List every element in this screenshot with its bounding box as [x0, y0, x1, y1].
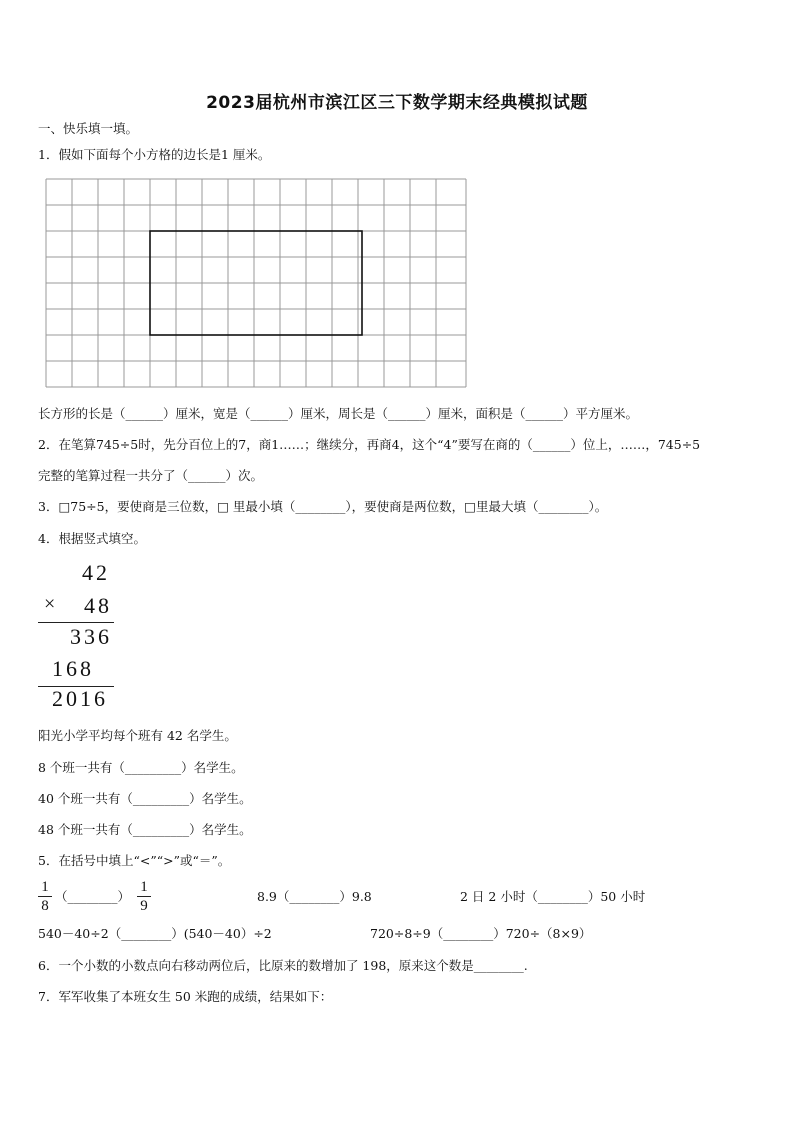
fraction-numerator: 1	[41, 879, 49, 895]
question-4-answer-1: 8 个班一共有（_________）名学生。	[38, 760, 244, 775]
calc-row-multiplicand: 42	[82, 560, 110, 585]
question-5-item-3: 2 日 2 小时（________）50 小时	[460, 889, 646, 904]
question-1-answer: 长方形的长是（______）厘米，宽是（______）厘米，周长是（______）厘米，面积是（______）平方厘米。	[38, 406, 639, 421]
question-5-item-5: 720÷8÷9（________）720÷（8×9）	[370, 926, 592, 941]
fraction-one-ninth	[137, 879, 151, 914]
page-title: 2023届杭州市滨江区三下数学期末经典模拟试题	[206, 93, 588, 113]
fraction-bar	[137, 896, 151, 897]
calc-row-product: 2016	[52, 686, 108, 711]
multiply-sign: ×	[44, 593, 59, 615]
question-5-prompt: 5．在括号中填上“<”“>”或“＝”。	[38, 853, 231, 868]
question-2-line-2: 完整的笔算过程一共分了（______）次。	[38, 468, 264, 483]
fraction-denominator: 8	[41, 898, 49, 914]
question-2-line-1: 2．在笔算745÷5时，先分百位上的7，商1……；继续分，再商4，这个“4”要写在商的（______）位上，……，745÷5	[38, 437, 701, 452]
question-7: 7．军军收集了本班女生 50 米跑的成绩，结果如下：	[38, 989, 333, 1004]
square-grid-figure	[44, 177, 468, 389]
question-4-answer-3: 48 个班一共有（_________）名学生。	[38, 822, 252, 837]
question-5-blank-1: （________）	[55, 889, 131, 904]
question-3: 3．□75÷5，要使商是三位数，□ 里最小填（________），要使商是两位数，□里最大填（________）。	[38, 499, 608, 514]
question-4-answer-2: 40 个班一共有（_________）名学生。	[38, 791, 252, 806]
fraction-denominator: 9	[140, 898, 148, 914]
question-6: 6．一个小数的小数点向右移动两位后，比原来的数增加了 198，原来这个数是________.	[38, 958, 528, 973]
question-5-item-4: 540－40÷2（________）(540－40）÷2	[38, 926, 272, 941]
section-heading: 一、快乐填一填。	[38, 121, 139, 136]
question-4-info: 阳光小学平均每个班有 42 名学生。	[38, 728, 237, 743]
calc-rule-1	[38, 622, 114, 623]
fraction-one-eighth	[38, 879, 52, 914]
calc-row-partial-2: 168	[52, 656, 94, 681]
calc-row-multiplier: 48	[84, 593, 112, 618]
fraction-numerator: 1	[140, 879, 148, 895]
question-5-item-2: 8.9（________）9.8	[257, 889, 372, 904]
question-1-prompt: 1．假如下面每个小方格的边长是1 厘米。	[38, 147, 271, 162]
fraction-bar	[38, 896, 52, 897]
question-4-prompt: 4．根据竖式填空。	[38, 531, 146, 546]
calc-row-partial-1: 336	[70, 624, 112, 649]
